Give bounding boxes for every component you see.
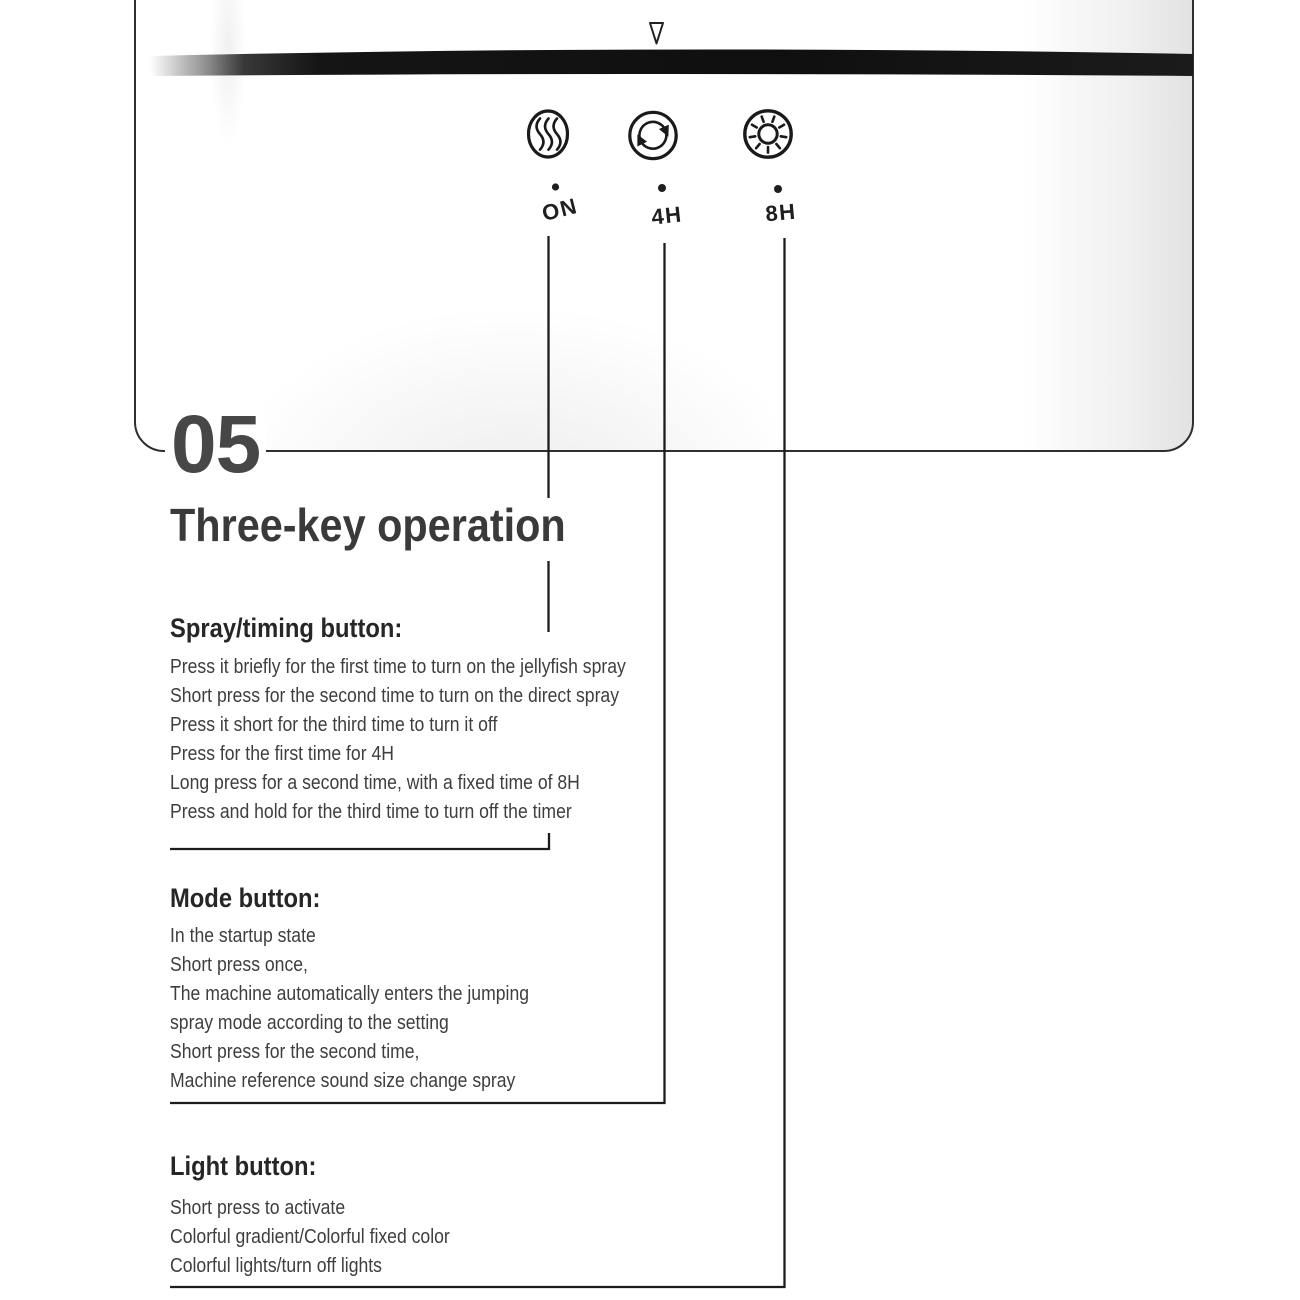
instruction-line: In the startup state <box>170 925 316 947</box>
section-body <box>170 922 529 1096</box>
steam-waves-icon <box>529 111 568 157</box>
instruction-line: spray mode according to the setting <box>170 1012 449 1034</box>
instruction-line: Short press once, <box>170 954 308 976</box>
instruction-line: Short press for the second time, <box>170 1041 420 1063</box>
section-body <box>170 653 626 827</box>
section-heading: Spray/timing button: <box>170 613 403 643</box>
instruction-line: Short press for the second time to turn on the direct spray <box>170 685 620 707</box>
sun-icon <box>745 111 791 157</box>
instruction-line: Colorful gradient/Colorful fixed color <box>170 1226 450 1248</box>
page-title: Three-key operation <box>170 499 566 551</box>
button-label-on: ON <box>539 193 581 226</box>
instruction-line: Press for the first time for 4H <box>170 743 394 765</box>
section-heading: Mode button: <box>170 883 321 913</box>
instruction-line: Press it briefly for the first time to turn on the jellyfish spray <box>170 656 626 678</box>
instruction-line: Short press to activate <box>170 1197 346 1219</box>
instruction-line: The machine automatically enters the jumping <box>170 983 530 1005</box>
instruction-line: Machine reference sound size change spray <box>170 1070 516 1092</box>
indicator-dot-on <box>552 183 559 190</box>
instruction-line: Press and hold for the third time to turn off the timer <box>170 801 572 823</box>
instruction-line: Long press for a second time, with a fixed time of 8H <box>170 772 580 794</box>
section-number: 05 <box>165 409 266 481</box>
button-label-8h: 8H <box>764 198 798 227</box>
instruction-line: Colorful lights/turn off lights <box>170 1255 382 1277</box>
section-body <box>170 1194 450 1281</box>
indicator-dot-4h <box>658 184 666 192</box>
callout-bracket-spray <box>170 833 549 849</box>
cycle-arrows-icon <box>630 112 676 158</box>
device-seam-band <box>150 49 1193 76</box>
indicator-dot-8h <box>774 185 782 193</box>
section-heading: Light button: <box>170 1151 317 1181</box>
button-label-4h: 4H <box>650 201 684 230</box>
nozzle-triangle-icon <box>650 23 663 44</box>
instruction-line: Press it short for the third time to turn it off <box>170 714 498 736</box>
